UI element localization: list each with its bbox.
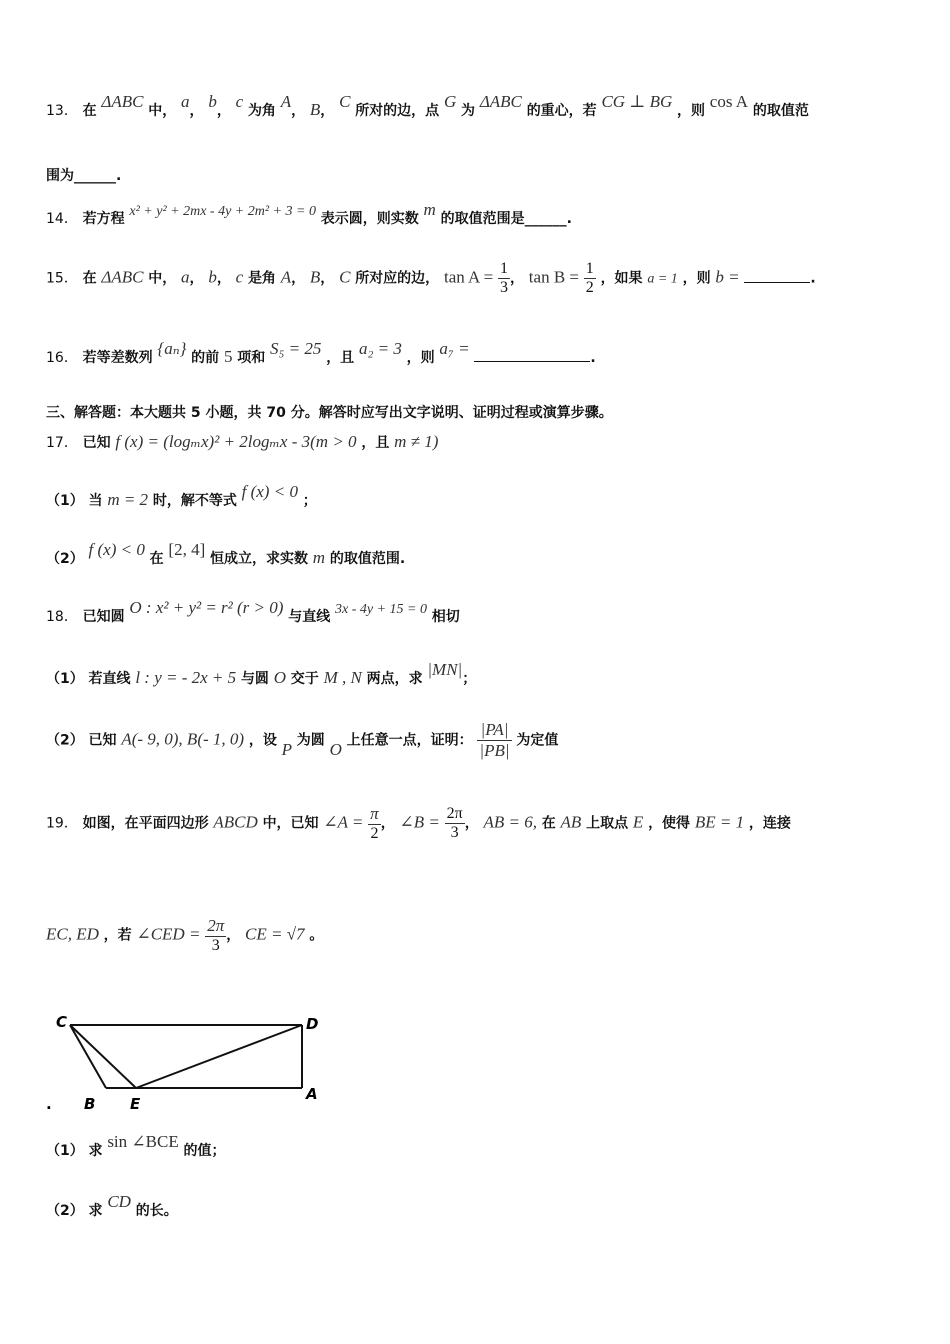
text: . bbox=[810, 270, 816, 287]
text: . bbox=[590, 350, 596, 366]
math: l : y = - 2x + 5 bbox=[135, 668, 237, 687]
numerator: π bbox=[370, 804, 379, 823]
text: 项和 bbox=[237, 350, 266, 366]
math: ∠B = bbox=[399, 812, 440, 832]
q18-part2 bbox=[46, 720, 558, 761]
text: 两点，求 bbox=[366, 671, 423, 687]
math: ΔABC bbox=[479, 92, 522, 111]
q13-number: 13． bbox=[46, 103, 78, 119]
q14-number: 14． bbox=[46, 211, 78, 227]
math: CG ⊥ BG bbox=[601, 92, 673, 111]
q18-number: 18． bbox=[46, 609, 78, 625]
text: ， bbox=[320, 103, 335, 119]
math: S₅ = 25 bbox=[270, 339, 322, 358]
math: ABCD bbox=[213, 812, 258, 832]
text: 为圆 bbox=[296, 732, 325, 749]
text: 已知 bbox=[88, 732, 117, 749]
math: ∠A = bbox=[323, 812, 364, 832]
math: ΔABC bbox=[101, 267, 144, 287]
text: 若直线 bbox=[88, 671, 131, 687]
label-E: E bbox=[130, 1095, 141, 1113]
math: ∠CED = bbox=[136, 924, 201, 944]
text: 表示圆，则实数 bbox=[320, 211, 419, 227]
denominator: 3 bbox=[450, 824, 459, 841]
answer-blank bbox=[474, 347, 590, 362]
part-label: （1） bbox=[46, 1143, 84, 1159]
text: 在 bbox=[82, 103, 97, 119]
text: 为 bbox=[461, 103, 476, 119]
math: P bbox=[281, 739, 293, 759]
q19-number: 19． bbox=[46, 815, 78, 832]
math: A(- 9, 0), B(- 1, 0) bbox=[121, 729, 245, 749]
math: f (x) < 0 bbox=[241, 482, 298, 501]
math: a bbox=[181, 92, 190, 111]
label-A: A bbox=[306, 1085, 318, 1103]
text: 的前 bbox=[191, 350, 220, 366]
math: A bbox=[280, 267, 292, 287]
math: m ≠ 1) bbox=[394, 432, 439, 451]
label-D: D bbox=[306, 1015, 319, 1033]
fraction bbox=[498, 260, 510, 297]
denominator: 2 bbox=[585, 279, 594, 296]
text: 已知 bbox=[82, 435, 111, 451]
text: 恒成立，求实数 bbox=[210, 551, 309, 567]
q16-line bbox=[46, 339, 596, 367]
math: c bbox=[235, 267, 244, 287]
text: 。 bbox=[309, 927, 324, 944]
fraction bbox=[584, 260, 596, 297]
text: ， bbox=[216, 103, 231, 119]
text: ， bbox=[510, 270, 525, 287]
part-label: （2） bbox=[46, 551, 84, 567]
text: 是角 bbox=[247, 270, 276, 287]
text: ，且 bbox=[326, 350, 355, 366]
text: ，连接 bbox=[748, 815, 791, 832]
numerator: 1 bbox=[500, 260, 509, 277]
label-C: C bbox=[56, 1013, 68, 1031]
text: 求 bbox=[88, 1203, 103, 1219]
math: b bbox=[208, 267, 217, 287]
math: tan A = bbox=[443, 267, 494, 287]
text: 所对的边，点 bbox=[355, 103, 440, 119]
denominator: |PB| bbox=[479, 741, 510, 760]
segment-BC bbox=[70, 1025, 106, 1088]
text: ，且 bbox=[361, 435, 390, 451]
segment-CE bbox=[70, 1025, 136, 1088]
text: ， bbox=[189, 103, 204, 119]
math: A bbox=[280, 92, 292, 111]
text: ，则 bbox=[406, 350, 435, 366]
math: {aₙ} bbox=[157, 339, 187, 358]
q17-line bbox=[46, 432, 438, 452]
math: 5 bbox=[223, 347, 233, 366]
math: |MN| bbox=[427, 660, 463, 679]
math: m = 2 bbox=[107, 490, 149, 509]
text: 为角 bbox=[247, 103, 276, 119]
math: CE = √7 bbox=[245, 924, 305, 944]
denominator: 3 bbox=[211, 937, 220, 954]
q19-line2 bbox=[46, 916, 323, 955]
q18-line bbox=[46, 598, 460, 626]
label-B: B bbox=[84, 1095, 96, 1113]
q14-line bbox=[46, 200, 572, 228]
text: ，使得 bbox=[648, 815, 691, 832]
text: 所对应的边， bbox=[355, 270, 440, 287]
part-label: （2） bbox=[46, 1203, 84, 1219]
q13-line1 bbox=[46, 92, 809, 120]
math: 3x - 4y + 15 = 0 bbox=[335, 602, 427, 617]
text: 的取值范 bbox=[752, 103, 809, 119]
math: ΔABC bbox=[101, 92, 144, 111]
text: 上任意一点，证明： bbox=[346, 732, 473, 749]
denominator: 2 bbox=[370, 825, 379, 842]
math: b = bbox=[715, 267, 740, 287]
q19-part2 bbox=[46, 1192, 178, 1220]
segment-ED bbox=[136, 1025, 302, 1088]
text: 若方程 bbox=[82, 211, 125, 227]
denominator: 3 bbox=[500, 279, 509, 296]
q17-part1 bbox=[46, 482, 317, 510]
text: ，设 bbox=[248, 732, 277, 749]
text: 求 bbox=[88, 1143, 103, 1159]
text: 相切 bbox=[431, 609, 460, 625]
math: M , N bbox=[323, 668, 362, 687]
text: ； bbox=[302, 493, 317, 509]
text: ， bbox=[380, 815, 395, 832]
section-3-header: 三、解答题：本大题共 5 小题，共 70 分。解答时应写出文字说明、证明过程或演算步骤。 bbox=[46, 405, 613, 421]
text: 的重心，若 bbox=[526, 103, 597, 119]
text: ， bbox=[320, 270, 335, 287]
text: ， bbox=[291, 103, 306, 119]
text: 的取值范围. bbox=[329, 551, 406, 567]
math: EC, ED bbox=[46, 924, 99, 944]
math: a = 1 bbox=[647, 271, 678, 287]
fraction bbox=[368, 804, 381, 843]
text: ， bbox=[189, 270, 204, 287]
figure-dot: . bbox=[46, 1095, 52, 1113]
math: BE = 1 bbox=[694, 812, 745, 832]
text: ； bbox=[462, 671, 477, 687]
text: 的值； bbox=[183, 1143, 226, 1159]
quadrilateral-figure bbox=[40, 1005, 340, 1115]
numerator: 1 bbox=[585, 260, 594, 277]
text: ，则 bbox=[677, 103, 706, 119]
math: AB bbox=[560, 812, 582, 832]
math: B bbox=[309, 100, 321, 119]
text: 在 bbox=[149, 551, 164, 567]
math: E bbox=[632, 812, 644, 832]
text: 上取点 bbox=[586, 815, 629, 832]
math: cos A bbox=[709, 92, 749, 111]
fraction bbox=[445, 805, 465, 842]
q19-part1 bbox=[46, 1132, 226, 1160]
text: ， bbox=[226, 927, 241, 944]
math: B bbox=[309, 267, 321, 287]
text: ， bbox=[464, 815, 479, 832]
math: a₂ = 3 bbox=[358, 339, 402, 358]
text: 已知圆 bbox=[82, 609, 125, 625]
text: ，若 bbox=[103, 927, 132, 944]
text: 为定值 bbox=[516, 732, 559, 749]
text: 如图，在平面四边形 bbox=[82, 815, 209, 832]
text: 若等差数列 bbox=[82, 350, 153, 366]
part-label: （2） bbox=[46, 732, 84, 749]
math: CD bbox=[107, 1192, 131, 1211]
text: 中， bbox=[148, 270, 177, 287]
math: C bbox=[339, 92, 351, 111]
math: m bbox=[312, 548, 326, 567]
math: [2, 4] bbox=[168, 540, 206, 559]
numerator: 2π bbox=[207, 916, 225, 935]
answer-blank bbox=[744, 268, 810, 283]
math: b bbox=[208, 92, 217, 111]
math: G bbox=[443, 92, 457, 111]
text: 交于 bbox=[290, 671, 319, 687]
function: f (x) = (logₘx)² + 2logₘx - 3(m > 0 bbox=[115, 432, 357, 451]
text: 的长。 bbox=[135, 1203, 178, 1219]
numerator: 2π bbox=[446, 805, 463, 822]
math: O : x² + y² = r² (r > 0) bbox=[129, 598, 284, 617]
q13-line2: 围为______. bbox=[46, 168, 122, 184]
fraction bbox=[205, 916, 226, 955]
part-label: （1） bbox=[46, 671, 84, 687]
math: sin ∠BCE bbox=[107, 1132, 179, 1151]
text: 中，已知 bbox=[262, 815, 319, 832]
q17-number: 17． bbox=[46, 435, 78, 451]
text: 与直线 bbox=[288, 609, 331, 625]
math: C bbox=[339, 267, 351, 287]
q18-part1 bbox=[46, 660, 477, 688]
math: O bbox=[273, 668, 286, 687]
equation: x² + y² + 2mx - 4y + 2m² + 3 = 0 bbox=[129, 204, 316, 219]
math: AB = 6, bbox=[483, 812, 537, 832]
text: ， bbox=[216, 270, 231, 287]
text: 的取值范围是______. bbox=[440, 211, 572, 227]
math: O bbox=[329, 739, 342, 759]
q16-number: 16． bbox=[46, 350, 78, 366]
math: a₇ = bbox=[439, 339, 470, 358]
numerator: |PA| bbox=[477, 720, 511, 741]
text: ，则 bbox=[682, 270, 711, 287]
text: 时，解不等式 bbox=[152, 493, 237, 509]
math: m bbox=[423, 200, 436, 219]
text: 在 bbox=[541, 815, 556, 832]
text: 在 bbox=[82, 270, 97, 287]
math: a bbox=[181, 267, 190, 287]
fraction bbox=[477, 720, 511, 761]
text: 与圆 bbox=[240, 671, 269, 687]
q15-number: 15． bbox=[46, 270, 78, 287]
q17-part2 bbox=[46, 540, 406, 568]
text: 中， bbox=[148, 103, 177, 119]
text: ，如果 bbox=[600, 270, 643, 287]
q15-line bbox=[46, 260, 816, 297]
math: tan B = bbox=[528, 267, 579, 287]
math: f (x) < 0 bbox=[88, 540, 145, 559]
text: 当 bbox=[88, 493, 103, 509]
part-label: （1） bbox=[46, 493, 84, 509]
q19-line1 bbox=[46, 804, 791, 843]
text: ， bbox=[291, 270, 306, 287]
math: c bbox=[235, 92, 244, 111]
